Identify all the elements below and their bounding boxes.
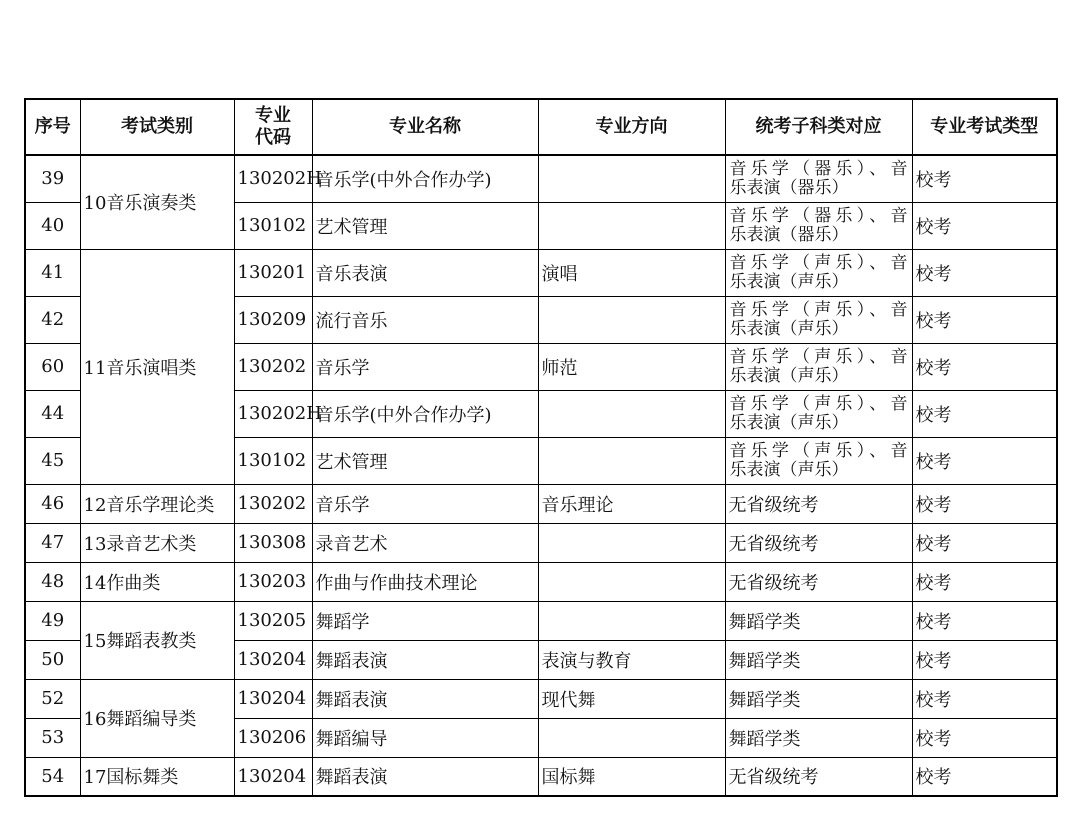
- cell-subject-map: 无省级统考: [725, 757, 912, 796]
- cell-direction: [538, 296, 725, 343]
- cell-code: 130203: [234, 562, 312, 601]
- table-row: [25, 523, 1057, 562]
- cell-seq: 50: [25, 640, 80, 679]
- cell-code: 130308: [234, 523, 312, 562]
- cell-code: 130202H: [234, 155, 312, 202]
- cell-major-name: 录音艺术: [312, 523, 538, 562]
- header-seq: 序号: [25, 99, 80, 155]
- cell-seq: 45: [25, 437, 80, 484]
- cell-major-name: 音乐学: [312, 484, 538, 523]
- cell-subject-map: 无省级统考: [725, 523, 912, 562]
- cell-direction: 表演与教育: [538, 640, 725, 679]
- cell-code: 130206: [234, 718, 312, 757]
- cell-code: 130204: [234, 757, 312, 796]
- cell-major-name: 音乐学(中外合作办学): [312, 390, 538, 437]
- table-row: [25, 601, 1057, 640]
- cell-subject-map: [725, 343, 912, 390]
- cell-exam-type: 校考: [912, 437, 1057, 484]
- cell-subject-map: 舞蹈学类: [725, 718, 912, 757]
- cell-exam-type: 校考: [912, 562, 1057, 601]
- cell-exam-type: 校考: [912, 343, 1057, 390]
- cell-exam-type: 校考: [912, 679, 1057, 718]
- cell-exam-type: 校考: [912, 757, 1057, 796]
- cell-major-name: 舞蹈表演: [312, 757, 538, 796]
- cell-code: 130204: [234, 640, 312, 679]
- cell-subject-map: [725, 437, 912, 484]
- cell-exam-type: 校考: [912, 390, 1057, 437]
- cell-exam-type: 校考: [912, 249, 1057, 296]
- subject-line2: 乐表演（声乐）: [729, 459, 849, 480]
- cell-seq: 49: [25, 601, 80, 640]
- cell-exam-type: 校考: [912, 296, 1057, 343]
- subject-line2: 乐表演（声乐）: [729, 412, 849, 433]
- cell-exam-type: 校考: [912, 202, 1057, 249]
- cell-code: 130202: [234, 484, 312, 523]
- cell-major-name: 舞蹈编导: [312, 718, 538, 757]
- cell-direction: [538, 523, 725, 562]
- cell-direction: 现代舞: [538, 679, 725, 718]
- subject-line2: 乐表演（声乐）: [729, 318, 849, 339]
- cell-seq: 54: [25, 757, 80, 796]
- header-row: [25, 99, 1057, 155]
- cell-subject-map: [725, 390, 912, 437]
- cell-subject-map: 舞蹈学类: [725, 679, 912, 718]
- header-subject-map: 统考子科类对应: [725, 99, 912, 155]
- cell-direction: 音乐理论: [538, 484, 725, 523]
- subject-line2: 乐表演（器乐）: [729, 177, 849, 198]
- cell-code: 130201: [234, 249, 312, 296]
- cell-direction: [538, 718, 725, 757]
- cell-subject-map: [725, 155, 912, 202]
- cell-seq: 53: [25, 718, 80, 757]
- cell-category: 16舞蹈编导类: [80, 679, 234, 757]
- cell-category: 17国标舞类: [80, 757, 234, 796]
- subject-line1: 音乐学（器乐）、音: [729, 205, 908, 226]
- subject-line2: 乐表演（器乐）: [729, 224, 849, 245]
- cell-subject-map: 舞蹈学类: [725, 640, 912, 679]
- cell-direction: [538, 155, 725, 202]
- cell-major-name: 音乐表演: [312, 249, 538, 296]
- cell-seq: 40: [25, 202, 80, 249]
- header-code-line2: 代码: [255, 127, 291, 148]
- cell-code: 130202H: [234, 390, 312, 437]
- table-row: [25, 679, 1057, 718]
- cell-code: 130209: [234, 296, 312, 343]
- table-row: [25, 155, 1057, 202]
- cell-category: 11音乐演唱类: [80, 249, 234, 484]
- cell-direction: [538, 390, 725, 437]
- cell-direction: [538, 202, 725, 249]
- cell-direction: [538, 437, 725, 484]
- cell-category: 15舞蹈表教类: [80, 601, 234, 679]
- header-code-line1: 专业: [255, 105, 291, 126]
- cell-seq: 60: [25, 343, 80, 390]
- subject-line1: 音乐学（声乐）、音: [729, 393, 908, 414]
- cell-exam-type: 校考: [912, 601, 1057, 640]
- subject-line1: 音乐学（声乐）、音: [729, 346, 908, 367]
- cell-exam-type: 校考: [912, 718, 1057, 757]
- subject-line1: 音乐学（声乐）、音: [729, 440, 908, 461]
- table-row: [25, 562, 1057, 601]
- cell-major-name: 流行音乐: [312, 296, 538, 343]
- cell-code: 130202: [234, 343, 312, 390]
- cell-major-name: 舞蹈学: [312, 601, 538, 640]
- cell-direction: 国标舞: [538, 757, 725, 796]
- table-row: [25, 757, 1057, 796]
- cell-major-name: 艺术管理: [312, 437, 538, 484]
- cell-seq: 46: [25, 484, 80, 523]
- cell-direction: [538, 562, 725, 601]
- cell-exam-type: 校考: [912, 155, 1057, 202]
- cell-seq: 41: [25, 249, 80, 296]
- cell-major-name: 艺术管理: [312, 202, 538, 249]
- table-row: [25, 249, 1057, 296]
- cell-subject-map: 无省级统考: [725, 562, 912, 601]
- cell-major-name: 舞蹈表演: [312, 640, 538, 679]
- cell-major-name: 作曲与作曲技术理论: [312, 562, 538, 601]
- header-major-name: 专业名称: [312, 99, 538, 155]
- subject-line1: 音乐学（声乐）、音: [729, 252, 908, 273]
- cell-seq: 42: [25, 296, 80, 343]
- cell-category: 12音乐学理论类: [80, 484, 234, 523]
- subject-line2: 乐表演（声乐）: [729, 365, 849, 386]
- cell-seq: 44: [25, 390, 80, 437]
- cell-subject-map: 舞蹈学类: [725, 601, 912, 640]
- header-direction: 专业方向: [538, 99, 725, 155]
- cell-subject-map: 无省级统考: [725, 484, 912, 523]
- cell-major-name: 音乐学: [312, 343, 538, 390]
- header-category: 考试类别: [80, 99, 234, 155]
- cell-seq: 39: [25, 155, 80, 202]
- admissions-table: [24, 98, 1058, 797]
- cell-major-name: 舞蹈表演: [312, 679, 538, 718]
- cell-major-name: 音乐学(中外合作办学): [312, 155, 538, 202]
- cell-direction: [538, 601, 725, 640]
- cell-subject-map: [725, 202, 912, 249]
- table-row: [25, 484, 1057, 523]
- cell-subject-map: [725, 296, 912, 343]
- cell-direction: 师范: [538, 343, 725, 390]
- cell-code: 130102: [234, 437, 312, 484]
- subject-line2: 乐表演（声乐）: [729, 271, 849, 292]
- cell-code: 130204: [234, 679, 312, 718]
- subject-line1: 音乐学（器乐）、音: [729, 158, 908, 179]
- subject-line1: 音乐学（声乐）、音: [729, 299, 908, 320]
- cell-exam-type: 校考: [912, 484, 1057, 523]
- cell-seq: 47: [25, 523, 80, 562]
- cell-exam-type: 校考: [912, 640, 1057, 679]
- cell-code: 130102: [234, 202, 312, 249]
- cell-code: 130205: [234, 601, 312, 640]
- cell-category: 13录音艺术类: [80, 523, 234, 562]
- cell-direction: 演唱: [538, 249, 725, 296]
- header-exam-type: 专业考试类型: [912, 99, 1057, 155]
- header-code: [234, 99, 312, 155]
- cell-seq: 48: [25, 562, 80, 601]
- cell-subject-map: [725, 249, 912, 296]
- cell-category: 10音乐演奏类: [80, 155, 234, 249]
- cell-category: 14作曲类: [80, 562, 234, 601]
- cell-exam-type: 校考: [912, 523, 1057, 562]
- cell-seq: 52: [25, 679, 80, 718]
